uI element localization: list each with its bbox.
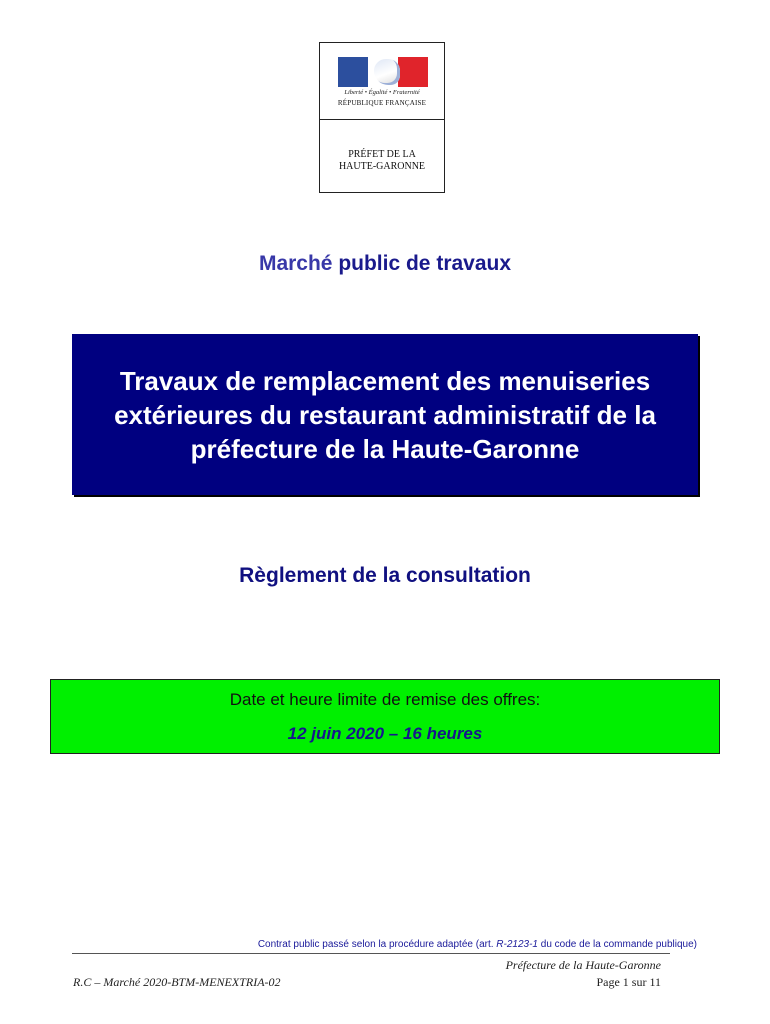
footer-divider <box>72 953 670 954</box>
footer-reference: R.C – Marché 2020-BTM-MENEXTRIA-02 <box>73 975 281 989</box>
logo-divider <box>320 119 444 120</box>
contract-note-after: du code de la commande publique) <box>538 939 697 950</box>
prefet-line2: HAUTE-GARONNE <box>338 161 426 172</box>
republic-motto: Liberté • Égalité • Fraternité <box>344 89 420 96</box>
marche-rest: public de travaux <box>332 252 512 275</box>
prefet-label <box>320 149 444 173</box>
contract-note-ref: R-2123-1 <box>496 939 538 950</box>
page-number: Page 1 sur 11 <box>596 975 661 989</box>
republique-francaise-label: RÉPUBLIQUE FRANÇAISE <box>337 99 427 107</box>
document-title: Travaux de remplacement des menuiseries extérieures du restaurant administratif de la préfecture de la Haute-Garonne <box>114 365 656 464</box>
deadline-value: 12 juin 2020 – 16 heures <box>287 724 483 743</box>
contract-note-before: Contrat public passé selon la procédure adaptée (art. <box>257 939 497 950</box>
document-subtitle: Règlement de la consultation <box>239 564 531 587</box>
footer-prefecture: Préfecture de la Haute-Garonne <box>505 958 661 972</box>
contract-note <box>0 939 697 950</box>
marche-word: Marché <box>258 252 333 275</box>
french-flag-logo <box>338 57 428 87</box>
prefet-line1: PRÉFET DE LA <box>348 149 416 160</box>
deadline-label: Date et heure limite de remise des offres: <box>229 690 541 709</box>
marianne-icon <box>374 59 400 85</box>
prefecture-logo <box>319 42 445 193</box>
contract-type-heading <box>0 252 770 276</box>
deadline-box <box>50 679 720 754</box>
document-title-box <box>72 334 698 495</box>
